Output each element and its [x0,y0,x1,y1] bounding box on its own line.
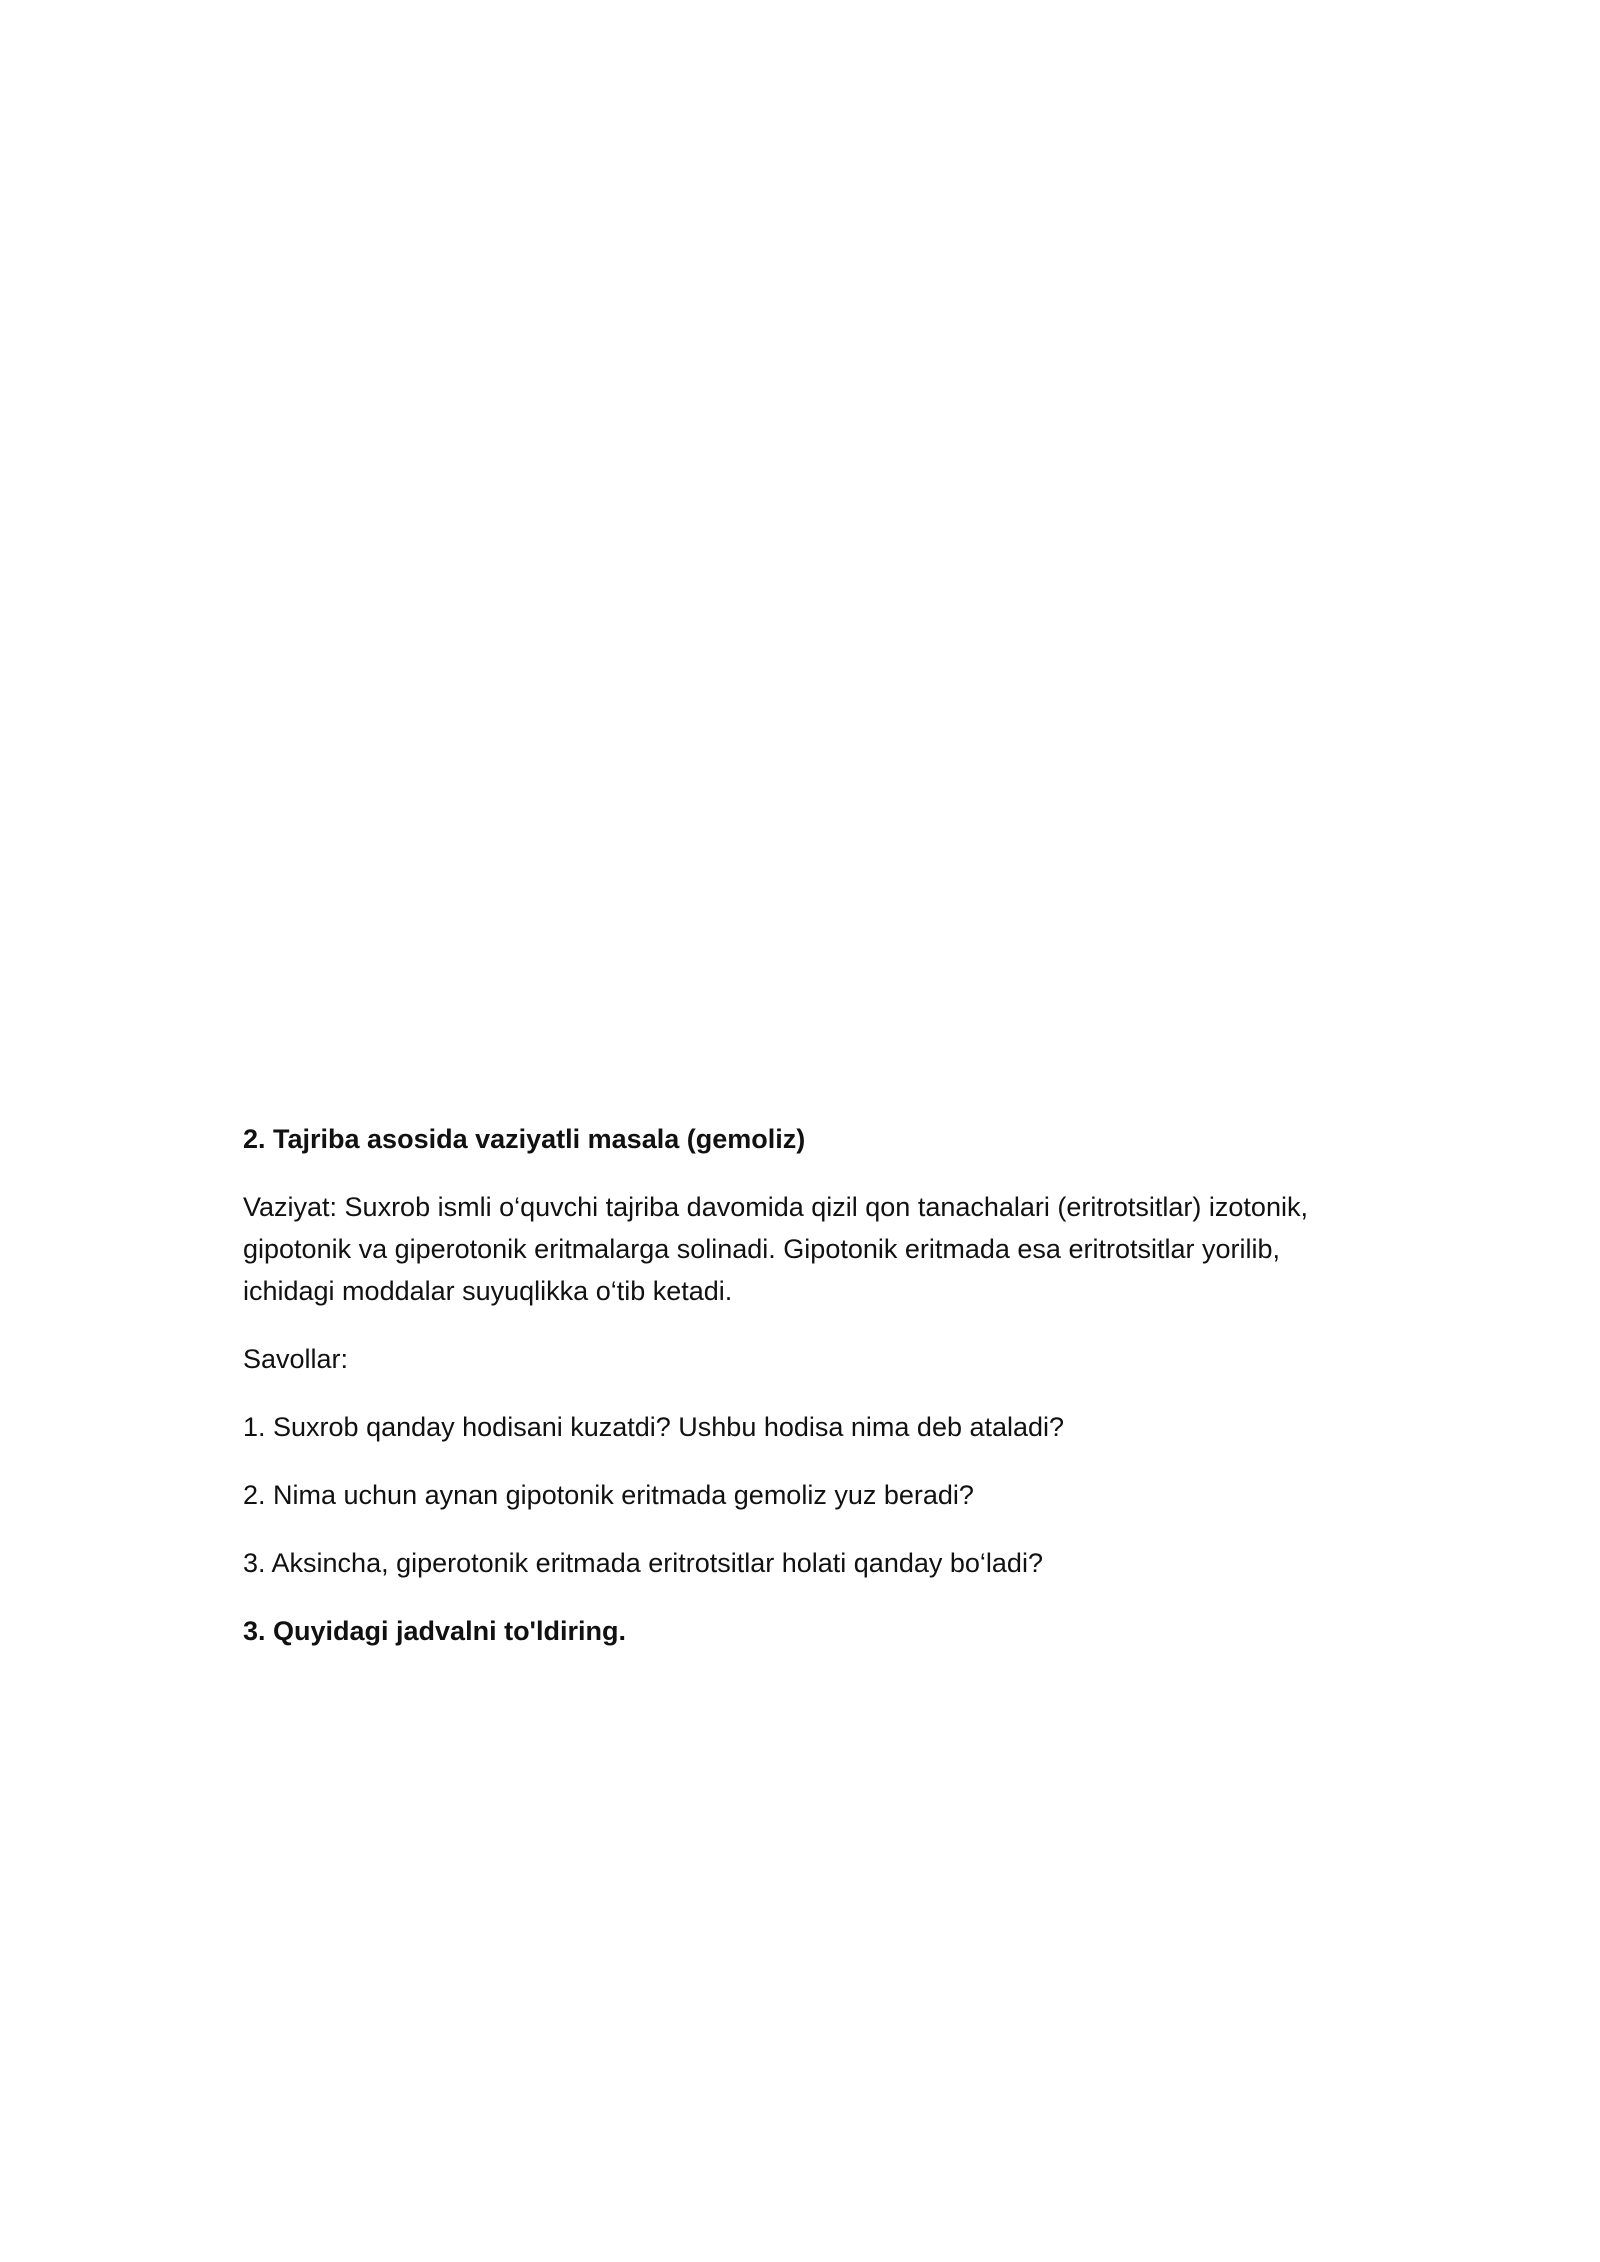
situation-line: Vaziyat: Suxrob ismli o‘quvchi tajriba davomida qizil qon tanachalari (eritrotsitlar) izotonik, [243,1192,1308,1222]
question-item: 1. Suxrob qanday hodisani kuzatdi? Ushbu hodisa nima deb ataladi? [243,1412,1065,1442]
question-item: 2. Nima uchun aynan gipotonik eritmada gemoliz yuz beradi? [243,1480,974,1510]
situation-line: ichidagi moddalar suyuqlikka o‘tib ketadi. [243,1276,733,1306]
section-2-heading: 2. Tajriba asosida vaziyatli masala (gemoliz) [243,1124,806,1154]
situation-paragraph [243,1186,1363,1312]
section-3-heading: 3. Quyidagi jadvalni to'ldiring. [243,1616,626,1646]
situation-line: gipotonik va giperotonik eritmalarga solinadi. Gipotonik eritmada esa eritrotsitlar yorilib, [243,1234,1280,1264]
question-item: 3. Aksincha, giperotonik eritmada eritrotsitlar holati qanday bo‘ladi? [243,1548,1043,1578]
questions-label: Savollar: [243,1344,349,1374]
document-content [243,1118,1363,1652]
